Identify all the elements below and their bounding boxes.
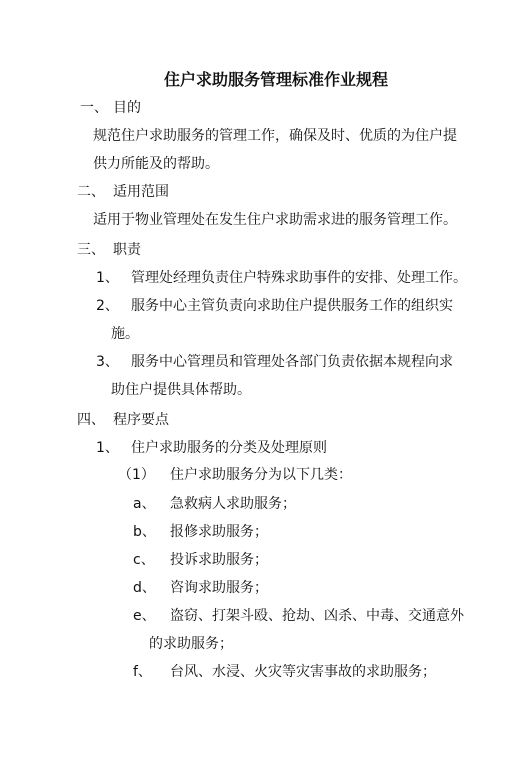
section-1-number: 一、	[80, 100, 108, 116]
category-item-c-text: 投诉求助服务；	[170, 552, 268, 568]
procedure-sub-1-text: 住户求助服务的分类及处理原则	[131, 440, 327, 456]
category-item-b-text: 报修求助服务；	[170, 524, 268, 540]
category-item-d-letter: d、	[133, 580, 156, 596]
procedure-sub-1-1-text: 住户求助服务分为以下几类：	[170, 467, 352, 483]
category-item-c-letter: c、	[133, 552, 155, 568]
duty-item-2-line-2: 施。	[111, 326, 139, 342]
duty-item-3-line-1: 服务中心管理员和管理处各部门负责依据本规程向求	[131, 354, 453, 370]
duty-item-2-number: 2、	[96, 298, 119, 314]
category-item-a-letter: a、	[133, 496, 156, 512]
category-item-f-letter: f、	[133, 664, 152, 680]
category-item-e-letter: e、	[133, 608, 156, 624]
category-item-f-text: 台风、水浸、火灾等灾害事故的求助服务；	[170, 664, 436, 680]
procedure-sub-1-1-number: （1）	[118, 467, 155, 483]
section-3-heading: 职责	[113, 242, 141, 258]
category-item-a-text: 急救病人求助服务；	[170, 496, 296, 512]
section-3-number: 三、	[77, 242, 105, 258]
category-item-b-letter: b、	[133, 524, 156, 540]
duty-item-1-number: 1、	[96, 270, 119, 286]
document-title: 住户求助服务管理标准作业规程	[164, 70, 389, 89]
section-2-number: 二、	[77, 184, 105, 200]
section-4-heading: 程序要点	[113, 412, 169, 428]
section-2-heading: 适用范围	[113, 184, 169, 200]
category-item-e-line-2: 的求助服务；	[149, 636, 233, 652]
duty-item-2-line-1: 服务中心主管负责向求助住户提供服务工作的组织实	[131, 298, 453, 314]
section-1-text-line-1: 规范住户求助服务的管理工作，确保及时、优质的为住户提	[93, 128, 457, 144]
duty-item-1-line-1: 管理处经理负责住户特殊求助事件的安排、处理工作。	[131, 270, 467, 286]
procedure-sub-1-number: 1、	[96, 440, 119, 456]
section-4-number: 四、	[77, 412, 105, 428]
duty-item-3-number: 3、	[96, 354, 119, 370]
section-2-text: 适用于物业管理处在发生住户求助需求进的服务管理工作。	[93, 212, 457, 228]
category-item-d-text: 咨询求助服务；	[170, 580, 268, 596]
section-1-heading: 目的	[113, 100, 141, 116]
category-item-e-line-1: 盗窃、打架斗殴、抢劫、凶杀、中毒、交通意外	[170, 608, 464, 624]
section-1-text-line-2: 供力所能及的帮助。	[93, 156, 219, 172]
duty-item-3-line-2: 助住户提供具体帮助。	[111, 382, 251, 398]
